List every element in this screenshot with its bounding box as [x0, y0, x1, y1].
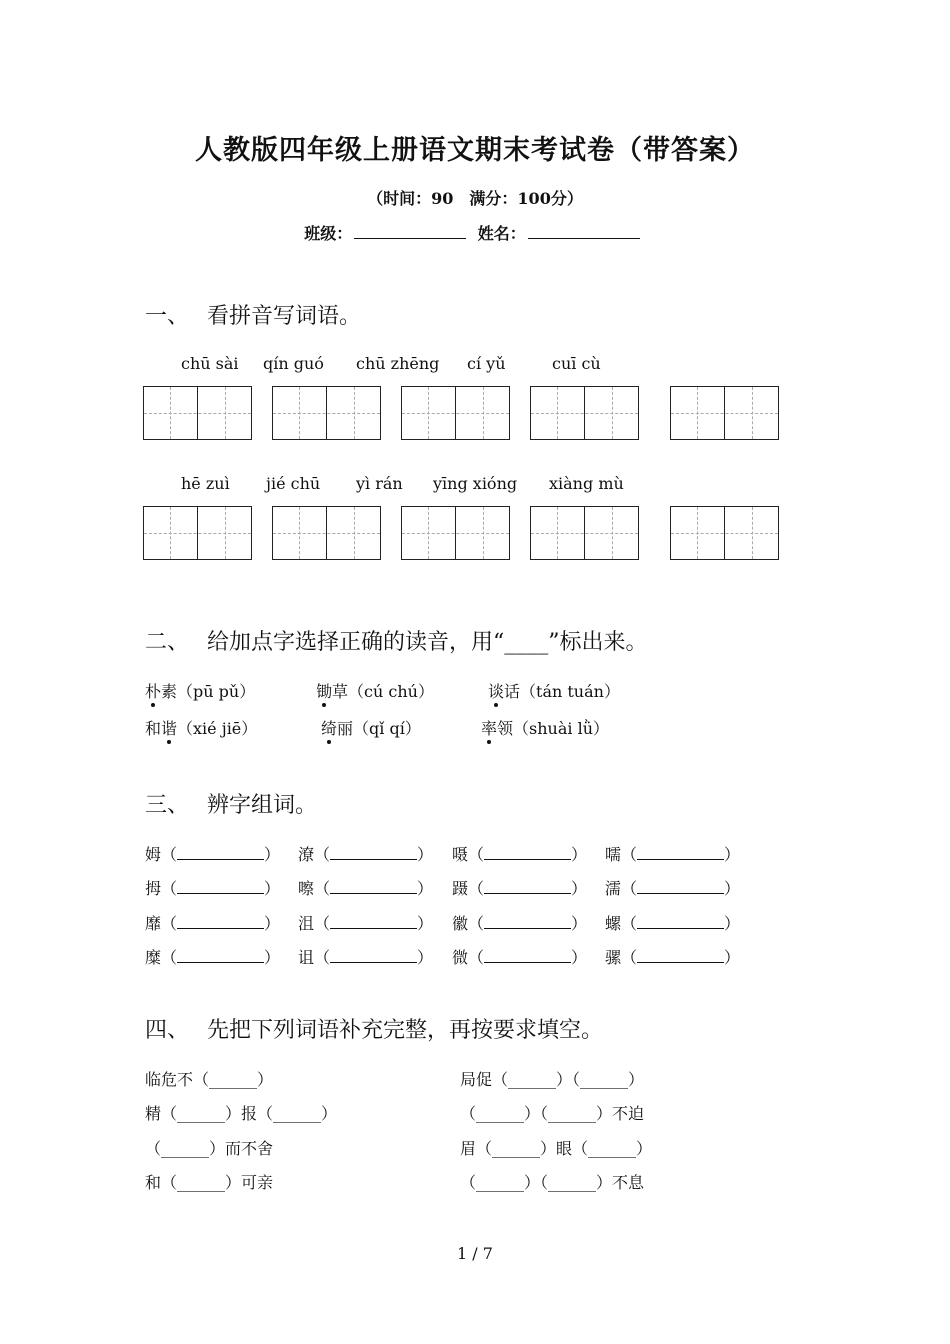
reading-item[interactable] [488, 679, 620, 702]
word-blank-item[interactable] [605, 911, 740, 934]
idiom-item[interactable] [460, 1136, 652, 1159]
section-3-heading: 三、 辨字组词。 [145, 793, 318, 818]
answer-blank[interactable] [484, 845, 571, 860]
answer-blank[interactable] [330, 914, 417, 929]
grid-guide [273, 533, 380, 534]
idiom-text: ） [321, 1104, 338, 1123]
dotted-char: 朴 [145, 679, 161, 702]
paren-close: ） [417, 845, 434, 864]
paren-close: ） [724, 879, 741, 898]
paren-open: （ [161, 948, 178, 967]
word-blank-item[interactable] [452, 911, 587, 934]
idiom-text: ）（ [524, 1104, 549, 1123]
section-4-heading: 四、 先把下列词语补充完整，再按要求填空。 [145, 1018, 604, 1043]
paren-open: （ [468, 914, 485, 933]
page-title: 人教版四年级上册语文期末考试卷（带答案） [195, 135, 755, 166]
pinyin-label: hē zuì [181, 474, 230, 493]
character: 嗫 [452, 845, 469, 864]
character: 靡 [145, 914, 162, 933]
idiom-text: 和（ [145, 1173, 178, 1192]
word-blank-item[interactable] [452, 876, 587, 899]
word-blank-item[interactable] [452, 842, 587, 865]
idiom-blank[interactable]: ______ [476, 1173, 525, 1192]
paren-close: ） [264, 845, 281, 864]
paren-close: ） [724, 914, 741, 933]
word-blank-item[interactable] [298, 911, 433, 934]
character: 拇 [145, 879, 162, 898]
writing-grid[interactable] [272, 506, 381, 560]
idiom-blank[interactable]: ______ [548, 1173, 597, 1192]
character: 嚅 [605, 845, 622, 864]
paren-close: ） [571, 845, 588, 864]
paren-close: ） [264, 948, 281, 967]
item-options: 素（pū pǔ） [161, 682, 256, 701]
word-blank-item[interactable] [298, 945, 433, 968]
idiom-text: 局促（ [460, 1070, 509, 1089]
idiom-blank[interactable]: ______ [273, 1104, 322, 1123]
idiom-blank[interactable]: ______ [588, 1139, 637, 1158]
answer-blank[interactable] [177, 948, 264, 963]
idiom-text: （ [460, 1173, 477, 1192]
paren-open: （ [314, 845, 331, 864]
paren-open: （ [161, 914, 178, 933]
idiom-blank[interactable]: ______ [177, 1173, 226, 1192]
dotted-char: 绮 [321, 716, 337, 739]
answer-blank[interactable] [330, 879, 417, 894]
idiom-text: 精（ [145, 1104, 178, 1123]
word-blank-item[interactable] [145, 876, 280, 899]
reading-item[interactable] [145, 679, 255, 702]
writing-grid[interactable] [670, 506, 779, 560]
paren-close: ） [417, 879, 434, 898]
grid-guide [531, 413, 638, 414]
idiom-text: （ [145, 1139, 162, 1158]
paren-close: ） [571, 879, 588, 898]
idiom-blank[interactable]: ______ [161, 1139, 210, 1158]
student-info [0, 221, 950, 244]
paren-open: （ [621, 914, 638, 933]
idiom-text: ）可亲 [225, 1173, 274, 1192]
answer-blank[interactable] [330, 948, 417, 963]
answer-blank[interactable] [637, 879, 724, 894]
paren-close: ） [417, 914, 434, 933]
class-blank[interactable] [354, 222, 466, 239]
idiom-text: ） [257, 1070, 274, 1089]
paren-open: （ [314, 914, 331, 933]
pinyin-label: chū sài [181, 354, 239, 373]
idiom-text: 眉（ [460, 1139, 493, 1158]
grid-guide [144, 533, 251, 534]
pinyin-label: cí yǔ [467, 354, 506, 373]
paren-open: （ [314, 948, 331, 967]
paren-close: ） [571, 948, 588, 967]
writing-grid[interactable] [272, 386, 381, 440]
dotted-char: 率 [481, 716, 497, 739]
grid-guide [531, 533, 638, 534]
character: 诅 [298, 948, 315, 967]
character: 微 [452, 948, 469, 967]
pinyin-label: jié chū [266, 474, 321, 493]
paren-close: ） [264, 879, 281, 898]
idiom-text: ） [636, 1139, 653, 1158]
idiom-text: ）不息 [596, 1173, 645, 1192]
class-label: 班级： [304, 224, 353, 243]
character: 姆 [145, 845, 162, 864]
reading-item[interactable] [321, 716, 421, 739]
pinyin-label: xiàng mù [549, 474, 624, 493]
word-blank-item[interactable] [605, 945, 740, 968]
idiom-text: ）眼（ [540, 1139, 589, 1158]
item-prefix: 和 [145, 719, 162, 738]
character: 沮 [298, 914, 315, 933]
answer-blank[interactable] [330, 845, 417, 860]
name-blank[interactable] [528, 222, 640, 239]
pinyin-label: cuī cù [552, 354, 601, 373]
idiom-item[interactable] [145, 1170, 273, 1193]
reading-item[interactable] [145, 716, 257, 739]
paren-open: （ [621, 845, 638, 864]
paren-open: （ [621, 948, 638, 967]
idiom-blank[interactable]: ______ [209, 1070, 258, 1089]
grid-guide [402, 533, 509, 534]
writing-grid[interactable] [670, 386, 779, 440]
grid-guide [273, 413, 380, 414]
pinyin-label: yīng xióng [433, 474, 518, 493]
page-number: 1 / 7 [457, 1244, 493, 1263]
idiom-text: ）（ [556, 1070, 581, 1089]
word-blank-item[interactable] [605, 842, 740, 865]
character: 徽 [452, 914, 469, 933]
word-blank-item[interactable] [298, 842, 433, 865]
pinyin-label: qín guó [263, 354, 324, 373]
answer-blank[interactable] [484, 879, 571, 894]
reading-item[interactable] [316, 679, 434, 702]
answer-blank[interactable] [177, 879, 264, 894]
grid-guide [402, 413, 509, 414]
word-blank-item[interactable] [145, 911, 280, 934]
pinyin-label: chū zhēng [356, 354, 440, 373]
idiom-item[interactable] [145, 1136, 273, 1159]
grid-guide [671, 533, 778, 534]
idiom-item[interactable] [145, 1067, 273, 1090]
character: 潦 [298, 845, 315, 864]
dotted-char: 锄 [316, 679, 332, 702]
word-blank-item[interactable] [605, 876, 740, 899]
character: 蹑 [452, 879, 469, 898]
idiom-text: ）（ [524, 1173, 549, 1192]
writing-grid[interactable] [530, 386, 639, 440]
writing-grid[interactable] [143, 386, 252, 440]
character: 糜 [145, 948, 162, 967]
pinyin-label: yì rán [356, 474, 403, 493]
idiom-blank[interactable]: ______ [476, 1104, 525, 1123]
idiom-item[interactable] [145, 1101, 337, 1124]
answer-blank[interactable] [484, 914, 571, 929]
writing-grid[interactable] [401, 506, 510, 560]
paren-close: ） [571, 914, 588, 933]
section-2-heading: 二、 给加点字选择正确的读音，用“____”标出来。 [145, 630, 648, 655]
paren-open: （ [468, 948, 485, 967]
paren-open: （ [468, 879, 485, 898]
word-blank-item[interactable] [145, 945, 280, 968]
idiom-item[interactable] [460, 1067, 644, 1090]
character: 濡 [605, 879, 622, 898]
idiom-text: （ [460, 1104, 477, 1123]
writing-grid[interactable] [401, 386, 510, 440]
writing-grid[interactable] [143, 506, 252, 560]
paren-open: （ [468, 845, 485, 864]
answer-blank[interactable] [637, 845, 724, 860]
idiom-blank[interactable]: ______ [492, 1139, 541, 1158]
character: 螺 [605, 914, 622, 933]
item-options: 领（shuài lǜ） [497, 719, 610, 738]
writing-grid[interactable] [530, 506, 639, 560]
idiom-text: ）不迫 [596, 1104, 645, 1123]
word-blank-item[interactable] [452, 945, 587, 968]
paren-open: （ [161, 845, 178, 864]
paren-open: （ [161, 879, 178, 898]
word-blank-item[interactable] [298, 876, 433, 899]
item-options: （xié jiē） [177, 719, 258, 738]
idiom-text: ）而不舍 [209, 1139, 274, 1158]
paren-close: ） [264, 914, 281, 933]
answer-blank[interactable] [637, 948, 724, 963]
paren-close: ） [417, 948, 434, 967]
paren-open: （ [621, 879, 638, 898]
word-blank-item[interactable] [145, 842, 280, 865]
character: 嚓 [298, 879, 315, 898]
idiom-blank[interactable]: ______ [508, 1070, 557, 1089]
item-options: 丽（qǐ qí） [337, 719, 421, 738]
answer-blank[interactable] [177, 914, 264, 929]
character: 骡 [605, 948, 622, 967]
idiom-text: 临危不（ [145, 1070, 210, 1089]
paren-close: ） [724, 845, 741, 864]
paren-open: （ [314, 879, 331, 898]
idiom-blank[interactable]: ______ [580, 1070, 629, 1089]
reading-item[interactable] [481, 716, 609, 739]
idiom-text: ） [628, 1070, 645, 1089]
exam-subtitle: （时间：90 满分：100分） [367, 189, 583, 208]
dotted-char: 谈 [488, 679, 504, 702]
paren-close: ） [724, 948, 741, 967]
dotted-char: 谐 [161, 716, 177, 739]
answer-blank[interactable] [484, 948, 571, 963]
answer-blank[interactable] [637, 914, 724, 929]
section-1-heading: 一、 看拼音写词语。 [145, 304, 362, 329]
idiom-blank[interactable]: ______ [177, 1104, 226, 1123]
idiom-item[interactable] [460, 1170, 644, 1193]
item-options: 草（cú chú） [332, 682, 434, 701]
idiom-text: ）报（ [225, 1104, 274, 1123]
answer-blank[interactable] [177, 845, 264, 860]
item-options: 话（tán tuán） [504, 682, 620, 701]
grid-guide [671, 413, 778, 414]
grid-guide [144, 413, 251, 414]
idiom-item[interactable] [460, 1101, 644, 1124]
name-label: 姓名： [477, 224, 526, 243]
idiom-blank[interactable]: ______ [548, 1104, 597, 1123]
